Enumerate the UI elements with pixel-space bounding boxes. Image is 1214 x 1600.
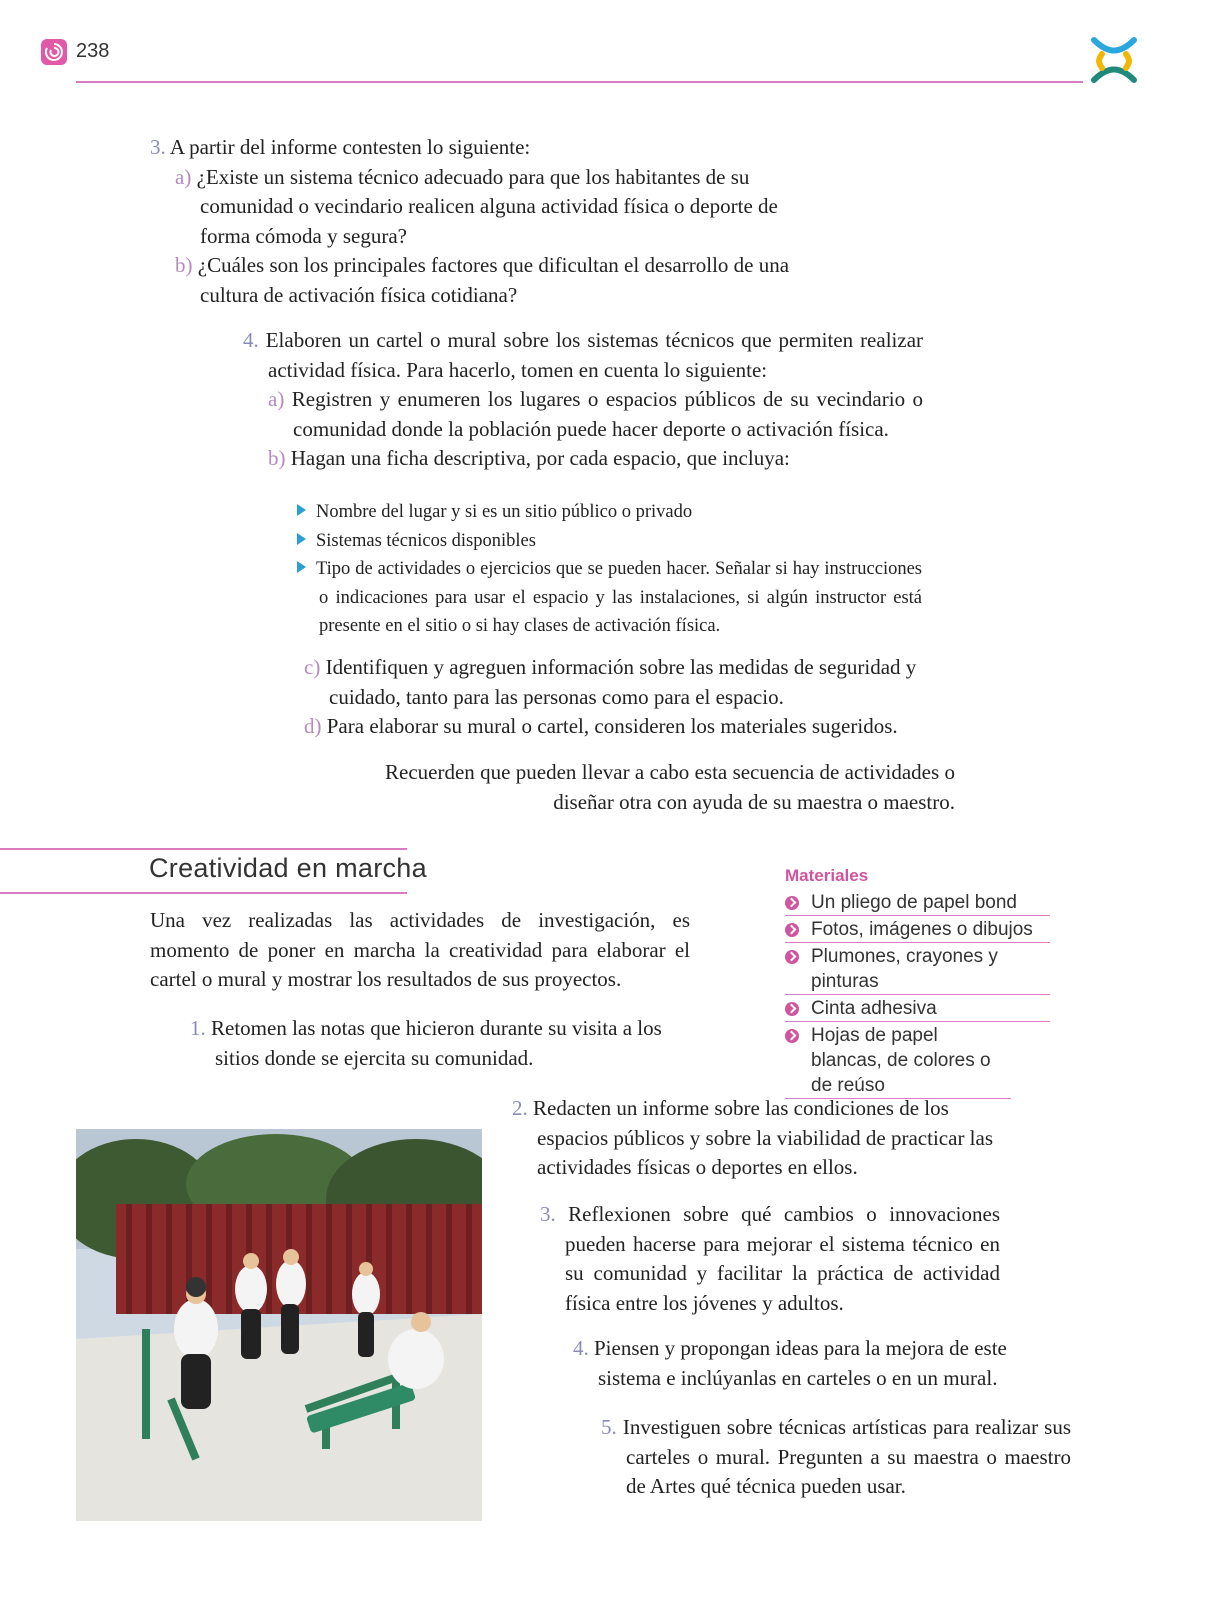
chevron-bullet-icon — [785, 923, 799, 937]
page-number: 238 — [76, 40, 110, 62]
list-item: Hojas de papel blancas, de colores o de reúso — [785, 1023, 1011, 1099]
item-text: ¿Cuáles son los principales factores que dificultan el desarrollo de una cultura de activación física cotidiana? — [197, 253, 790, 307]
list-item: Plumones, crayones y pinturas — [785, 944, 1050, 995]
list-item: Cinta adhesiva — [785, 996, 1050, 1022]
item-number: 3. — [150, 135, 166, 159]
item-text: Registren y enumeren los lugares o espacios públicos de su vecindario o comunidad donde la población puede hacer deporte o activación física. — [291, 387, 924, 441]
item-letter: a) — [268, 387, 285, 411]
item-text: ¿Existe un sistema técnico adecuado para que los habitantes de su comunidad o vecindario realicen alguna actividad física o deporte de forma cómoda y segura? — [196, 164, 778, 248]
list-item: Un pliego de papel bond — [785, 890, 1050, 916]
triangle-bullet-icon — [297, 561, 306, 573]
question-block-4 — [243, 326, 923, 474]
section-rule-top — [0, 848, 407, 850]
spiral-logo-icon — [40, 38, 68, 66]
chevron-bullet-icon — [785, 1002, 799, 1016]
item-letter: d) — [304, 714, 322, 738]
list-item: Nombre del lugar y si es un sitio público o privado — [297, 498, 922, 527]
step-2: 2. Redacten un informe sobre las condiciones de los espacios públicos y sobre la viabilidad de practicar las actividades físicas o deportes en ellos. — [512, 1096, 994, 1179]
outdoor-gym-photo — [76, 1129, 482, 1521]
section-rule-bottom — [0, 892, 407, 894]
materials-box — [785, 866, 1050, 1099]
list-item: Sistemas técnicos disponibles — [297, 527, 922, 556]
chevron-bullet-icon — [785, 1029, 799, 1043]
item-number: 4. — [243, 328, 259, 352]
item-text: A partir del informe contesten lo siguiente: — [169, 135, 531, 159]
bullet-list — [297, 498, 922, 641]
closing-note: Recuerden que pueden llevar a cabo esta secuencia de actividades o diseñar otra con ayuda de su maestra o maestro. — [385, 760, 955, 814]
item-letter: a) — [175, 164, 192, 189]
list-item: Tipo de actividades o ejercicios que se pueden hacer. Señalar si hay instrucciones o indicaciones para usar el espacio y las instalaciones, si algún instructor está presente en el sitio o si hay clases de activación física. — [297, 555, 922, 641]
chromosome-logo-icon — [1088, 34, 1140, 86]
list-item: Fotos, imágenes o dibujos — [785, 917, 1050, 943]
chevron-bullet-icon — [785, 896, 799, 910]
question-block-4-cd — [304, 653, 964, 742]
item-letter: b) — [268, 446, 286, 470]
item-text: Para elaborar su mural o cartel, consideren los materiales sugeridos. — [326, 714, 898, 738]
step-3: 3. Reflexionen sobre qué cambios o innovaciones pueden hacerse para mejorar el sistema técnico en su comunidad y facilitar la práctica de actividad física entre los jóvenes y adultos. — [540, 1202, 1000, 1315]
step-5: 5. Investiguen sobre técnicas artísticas para realizar sus carteles o mural. Pregunten a su maestra o maestro de Artes qué técnica pueden usar. — [601, 1415, 1071, 1498]
header-rule — [76, 81, 1083, 83]
item-text: Hagan una ficha descriptiva, por cada espacio, que incluya: — [290, 446, 790, 470]
chevron-bullet-icon — [785, 950, 799, 964]
triangle-bullet-icon — [297, 533, 306, 545]
step-4: 4. Piensen y propongan ideas para la mejora de este sistema e inclúyanlas en carteles o en un mural. — [573, 1336, 1007, 1390]
section-title: Creatividad en marcha — [149, 853, 427, 883]
item-text: Elaboren un cartel o mural sobre los sistemas técnicos que permiten realizar actividad física. Para hacerlo, tomen en cuenta lo siguiente: — [265, 328, 924, 382]
item-letter: b) — [175, 253, 193, 277]
item-text: Identifiquen y agreguen información sobre las medidas de seguridad y cuidado, tanto para las personas como para el espacio. — [325, 655, 917, 709]
triangle-bullet-icon — [297, 504, 306, 516]
item-letter: c) — [304, 655, 321, 679]
materials-title: Materiales — [785, 866, 869, 885]
question-block-3 — [150, 133, 810, 310]
step-1: 1. Retomen las notas que hicieron durante su visita a los sitios donde se ejercita su comunidad. — [190, 1016, 662, 1070]
section-intro: Una vez realizadas las actividades de investigación, es momento de poner en marcha la creatividad para elaborar el cartel o mural y mostrar los resultados de sus proyectos. — [150, 908, 690, 991]
